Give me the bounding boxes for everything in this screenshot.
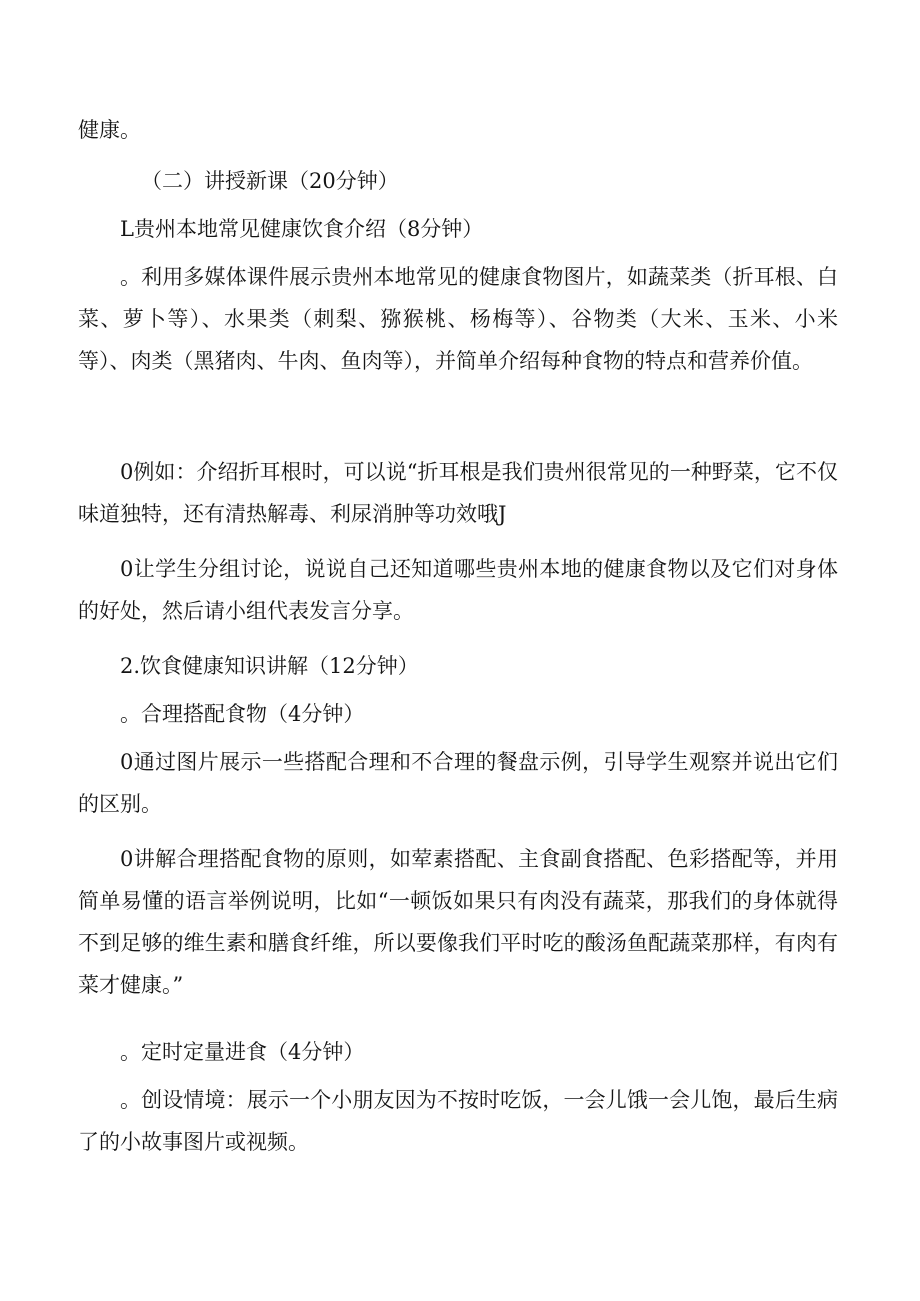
item-heading-timing: 。定时定量进食（4分钟）	[120, 1040, 365, 1064]
subheading-guizhou-food: L贵州本地常见健康饮食介绍（8分钟）	[120, 217, 484, 241]
paragraph-principles: 0讲解合理搭配食物的原则，如荤素搭配、主食副食搭配、色彩搭配等，并用简单易懂的语言举例说明，比如“一顿饭如果只有肉没有蔬菜，那我们的身体就得不到足够的维生素和膳食纤维，所以要像我们平时吃的酸汤鱼配蔬菜那样，有肉有菜才健康。”	[78, 847, 838, 997]
subheading-knowledge: 2.饮食健康知识讲解（12分钟）	[120, 654, 419, 678]
section-heading-new-lesson: （二）讲授新课（20分钟）	[141, 169, 399, 193]
item-heading-combination: 。合理搭配食物（4分钟）	[120, 702, 365, 726]
paragraph-group-discussion: 0让学生分组讨论，说说自己还知道哪些贵州本地的健康食物以及它们对身体的好处，然后请小组代表发言分享。	[78, 557, 838, 623]
paragraph-continuation: 健康。	[78, 118, 141, 142]
paragraph-plate-examples: 0通过图片展示一些搭配合理和不合理的餐盘示例，引导学生观察并说出它们的区别。	[78, 750, 838, 816]
paragraph-scenario: 。创设情境：展示一个小朋友因为不按时吃饭，一会儿饿一会儿饱，最后生病了的小故事图片或视频。	[78, 1088, 838, 1154]
paragraph-multimedia: 。利用多媒体课件展示贵州本地常见的健康食物图片，如蔬菜类（折耳根、白菜、萝卜等）、水果类（刺梨、猕猴桃、杨梅等）、谷物类（大米、玉米、小米等）、肉类（黑猪肉、牛肉、鱼肉等），并简单介绍每种食物的特点和营养价值。	[78, 265, 838, 373]
paragraph-example: 0例如：介绍折耳根时，可以说“折耳根是我们贵州很常见的一种野菜，它不仅味道独特，还有清热解毒、利尿消肿等功效哦J	[78, 460, 838, 526]
